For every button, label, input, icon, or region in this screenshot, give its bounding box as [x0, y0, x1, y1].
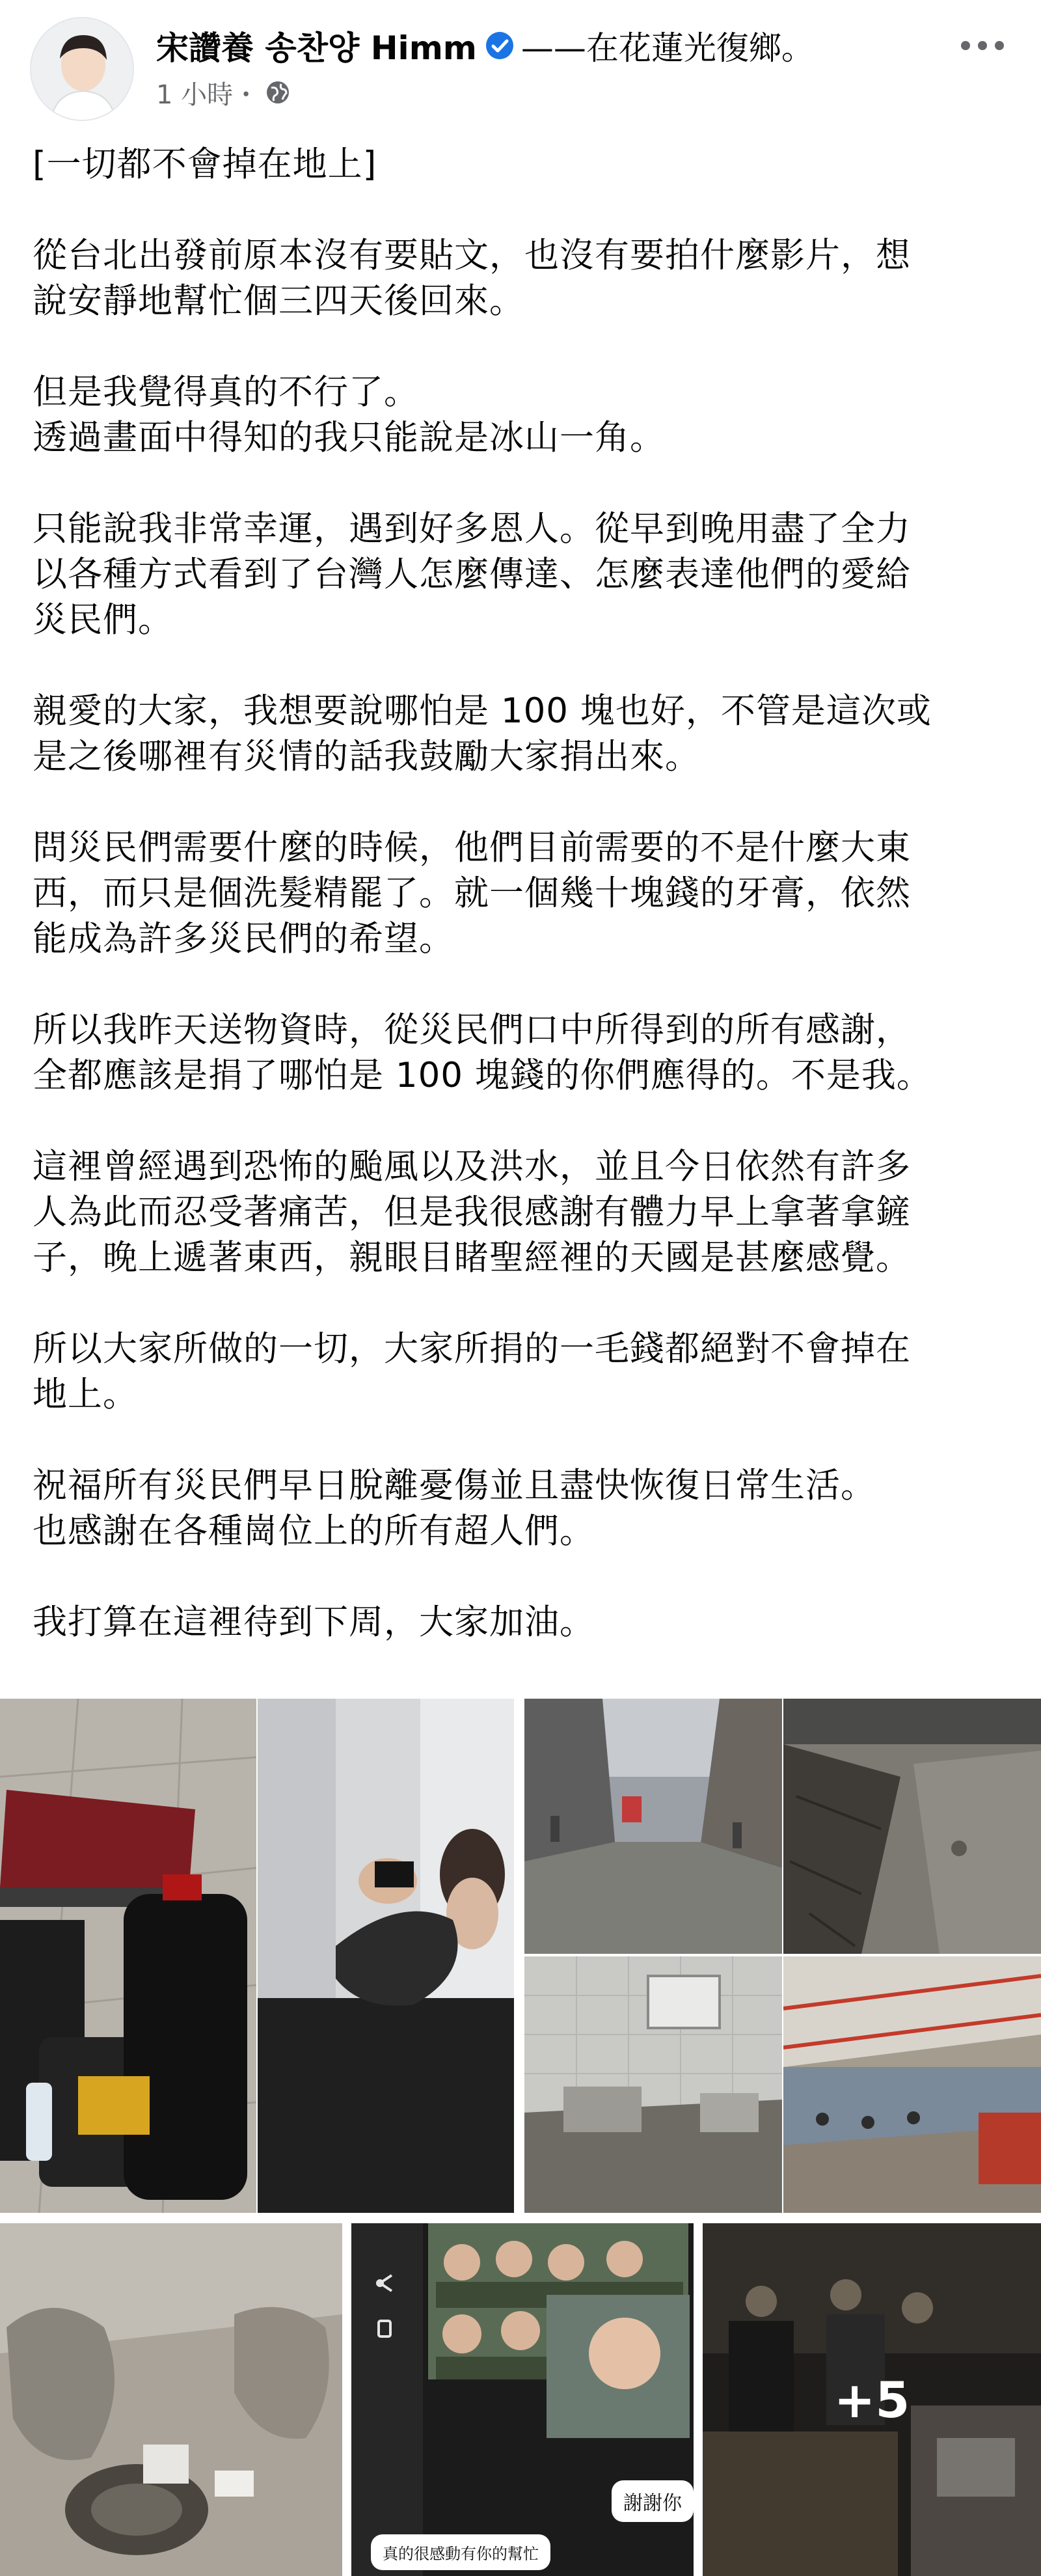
post-text [33, 142, 1021, 1691]
more-dots-icon[interactable] [956, 26, 1008, 65]
post-paragraph: 這裡曾經遇到恐怖的颱風以及洪水，並且今日依然有許多 人為此而忍受著痛苦，但是我很感謝有體力早上拿著拿鏟 子，晚上遞著東西，親眼目睹聖經裡的天國是甚麼感覺。 [33, 1147, 911, 1278]
author-line [156, 20, 814, 72]
post-paragraph: 祝福所有災民們早日脫離憂傷並且盡快恢復日常生活。 也感謝在各種崗位上的所有超人們。 [33, 1466, 876, 1551]
photo-warehouse[interactable] [783, 1956, 1041, 2213]
post-meta [156, 73, 291, 112]
location-feeling[interactable]: ——在花蓮光復鄉。 [520, 29, 814, 67]
post-paragraph: 但是我覺得真的不行了。 透過畫面中得知的我只能說是冰山一角。 [33, 372, 665, 458]
avatar[interactable] [30, 17, 134, 121]
post-time[interactable]: 1 小時 [156, 79, 234, 110]
photo-supplies[interactable] [0, 1699, 256, 2213]
post-paragraph: 我打算在這裡待到下周，大家加油。 [33, 1602, 595, 1642]
meta-separator: ・ [233, 79, 260, 110]
post-paragraph: 問災民們需要什麼的時候，他們目前需要的不是什麼大東 西，而只是個洗髮精罷了。就一個幾十塊錢的牙膏，依然 能成為許多災民們的希望。 [33, 828, 911, 959]
photo-flooded-room[interactable] [524, 1956, 782, 2213]
post-paragraph: 所以大家所做的一切，大家所捐的一毛錢都絕對不會掉在 地上。 [33, 1329, 911, 1414]
photo-muddy-street[interactable] [524, 1699, 782, 1954]
post-paragraph: 親愛的大家，我想要說哪怕是 100 塊也好，不管是這次或 是之後哪裡有災情的話我鼓勵大家捐出來。 [33, 691, 932, 776]
verified-badge-icon [485, 31, 515, 61]
post-paragraph: 所以我昨天送物資時，從災民們口中所得到的所有感謝， 全都應該是捐了哪怕是 100 塊錢的你們應得的。不是我。 [33, 1010, 932, 1095]
photo-muddy-gloves[interactable] [0, 2223, 342, 2576]
more-photos-overlay[interactable]: +5 [703, 2223, 1041, 2576]
post-paragraph: 從台北出發前原本沒有要貼文，也沒有要拍什麼影片，想 說安靜地幫忙個三四天後回來。 [33, 236, 911, 321]
post-header [0, 0, 1041, 117]
photo-grid [0, 1699, 1041, 2576]
author-name[interactable]: 宋讚養 송찬양 Himm [156, 29, 477, 67]
chat-message-thanks: 謝謝你 [612, 2480, 694, 2522]
post-paragraph: 只能說我非常幸運，遇到好多恩人。從早到晚用盡了全力 以各種方式看到了台灣人怎麼傳達、怎麼表達他們的愛給 災民們。 [33, 509, 911, 640]
post-title: [一切都不會掉在地上] [33, 144, 377, 184]
photo-chat-screenshot[interactable] [351, 2223, 694, 2576]
photo-debris[interactable] [783, 1699, 1041, 1954]
globe-icon[interactable] [264, 79, 291, 106]
photo-more[interactable] [703, 2223, 1041, 2576]
chat-message-touched: 真的很感動有你的幫忙 [371, 2534, 550, 2570]
photo-resting[interactable] [258, 1699, 514, 2213]
